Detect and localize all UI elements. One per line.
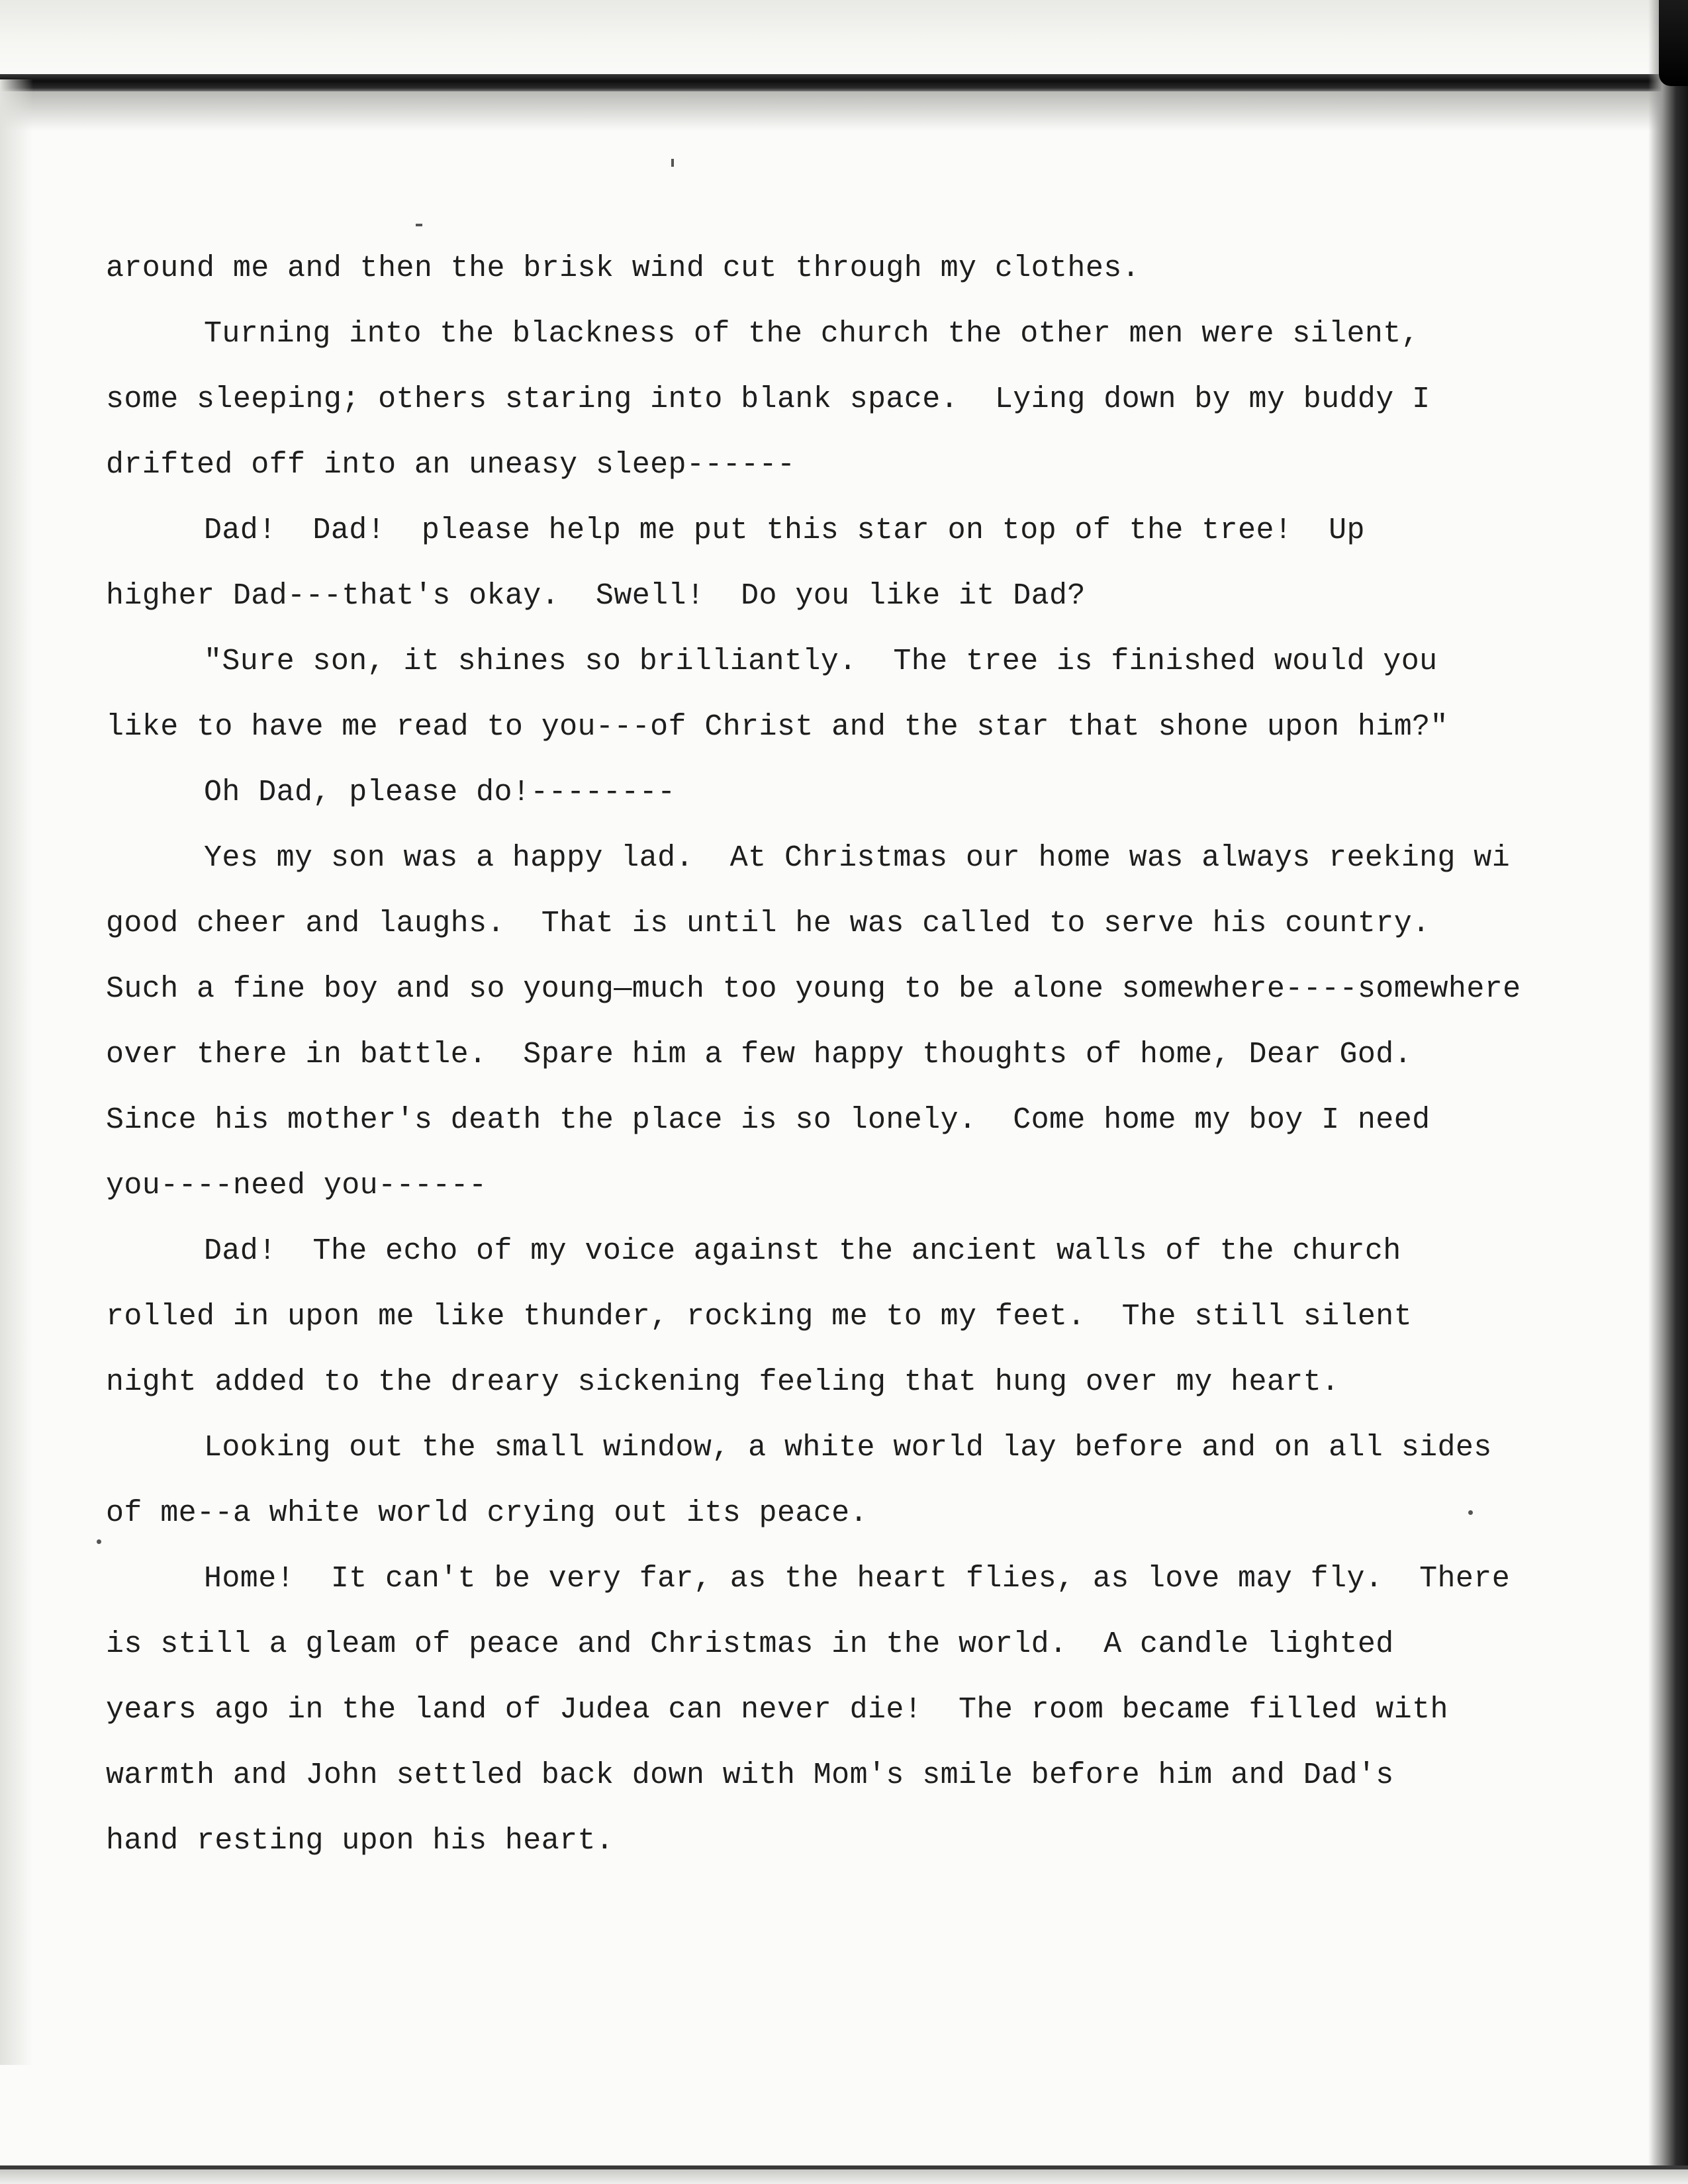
- text-line: Such a fine boy and so young—much too young to be alone somewhere----somewhere: [106, 972, 1521, 1006]
- text-line: night added to the dreary sickening feeling that hung over my heart.: [106, 1365, 1340, 1399]
- stray-mark: [97, 1539, 101, 1544]
- text-line: Oh Dad, please do!--------: [204, 776, 676, 809]
- text-line: is still a gleam of peace and Christmas in the world. A candle lighted: [106, 1627, 1394, 1661]
- scan-left-edge: [0, 79, 33, 2065]
- scan-top-edge: [0, 74, 1688, 91]
- text-line: drifted off into an uneasy sleep------: [106, 448, 796, 482]
- text-line: of me--a white world crying out its peace.: [106, 1496, 868, 1530]
- text-line: Dad! Dad! please help me put this star on top of the tree! Up: [204, 514, 1365, 547]
- text-line: some sleeping; others staring into blank space. Lying down by my buddy I: [106, 383, 1430, 416]
- text-line: "Sure son, it shines so brilliantly. The tree is finished would you: [204, 645, 1438, 678]
- text-line: over there in battle. Spare him a few happy thoughts of home, Dear God.: [106, 1038, 1413, 1071]
- scan-bottom-shadow: [0, 2169, 1688, 2184]
- stray-mark: [671, 159, 674, 167]
- text-line: years ago in the land of Judea can never die! The room became filled with: [106, 1693, 1448, 1727]
- text-line: like to have me read to you---of Christ and the star that shone upon him?": [106, 710, 1448, 744]
- scan-top-shadow: [0, 91, 1688, 131]
- typed-text-body: [106, 236, 1615, 1874]
- stray-mark: [416, 224, 422, 226]
- text-line: hand resting upon his heart.: [106, 1824, 614, 1858]
- text-line: Dad! The echo of my voice against the ancient walls of the church: [204, 1234, 1401, 1268]
- text-line: Looking out the small window, a white world lay before and on all sides: [204, 1431, 1492, 1465]
- text-line: good cheer and laughs. That is until he was called to serve his country.: [106, 907, 1430, 940]
- scan-right-edge-shadow: [1648, 0, 1688, 2184]
- text-line: warmth and John settled back down with Mom's smile before him and Dad's: [106, 1758, 1394, 1792]
- text-line: rolled in upon me like thunder, rocking me to my feet. The still silent: [106, 1300, 1413, 1334]
- text-line: Turning into the blackness of the church the other men were silent,: [204, 317, 1420, 351]
- scan-top-band: [0, 0, 1688, 79]
- text-line: Home! It can't be very far, as the heart flies, as love may fly. There: [204, 1562, 1511, 1596]
- text-line: around me and then the brisk wind cut through my clothes.: [106, 251, 1141, 285]
- text-line: you----need you------: [106, 1169, 487, 1203]
- text-line: Yes my son was a happy lad. At Christmas our home was always reeking wi: [204, 841, 1511, 875]
- text-line: Since his mother's death the place is so lonely. Come home my boy I need: [106, 1103, 1430, 1137]
- text-line: higher Dad---that's okay. Swell! Do you like it Dad?: [106, 579, 1086, 613]
- scan-corner-curl: [1659, 0, 1688, 86]
